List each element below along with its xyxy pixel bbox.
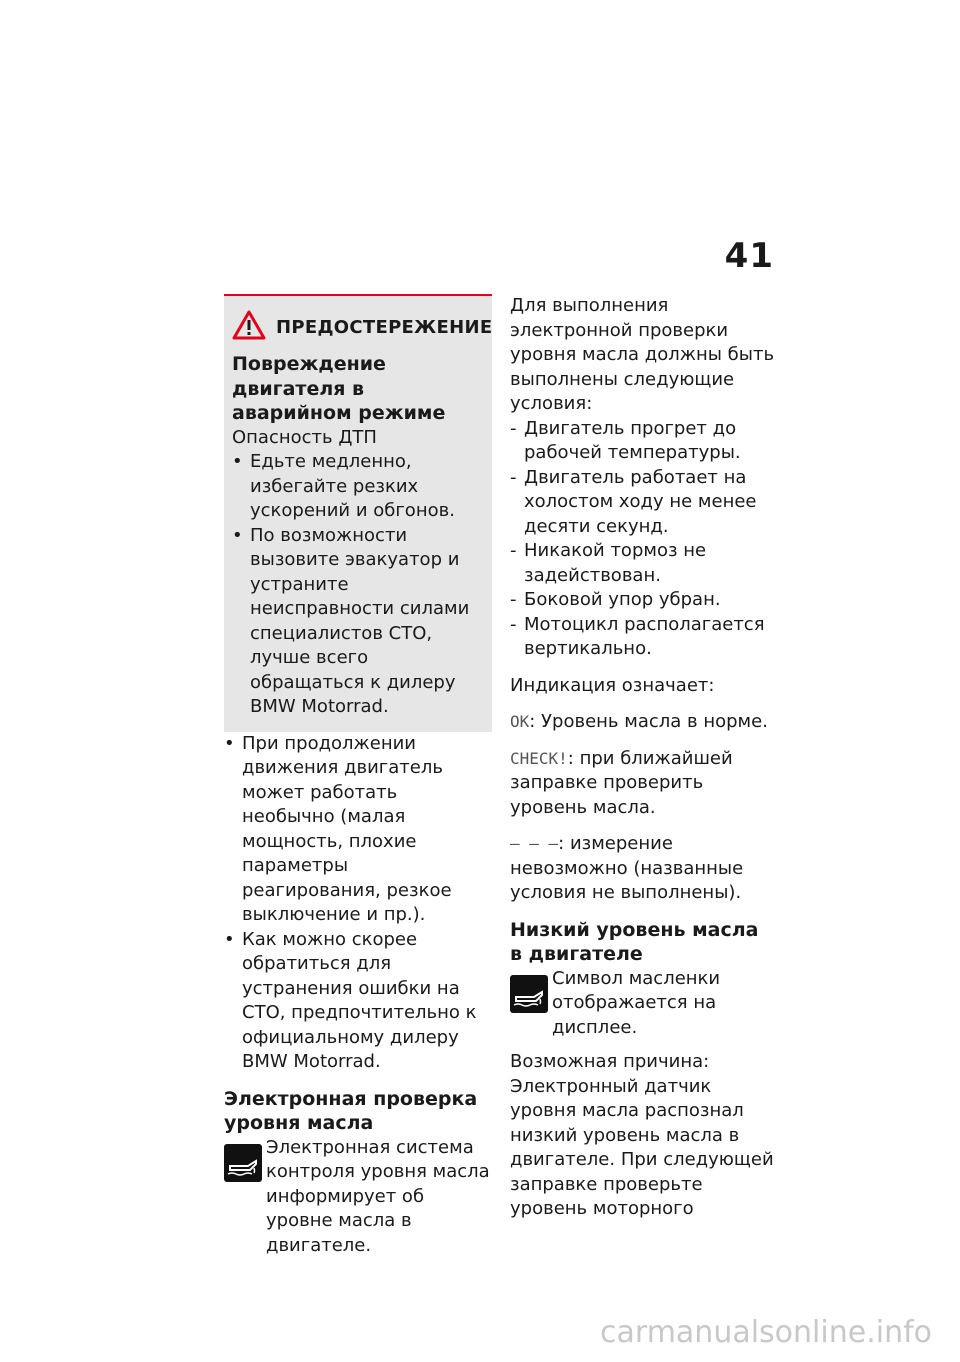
- list-item: • При продолжении движения двигатель может работать необычно (малая мощность, плохие параметры реагирования, резкое выключение и пр.).: [224, 732, 492, 928]
- oil-can-icon: [510, 975, 548, 1013]
- indication-dash: [510, 832, 776, 906]
- condition-item: - Мотоцикл располагается вертикально.: [510, 613, 776, 662]
- low-oil-heading: Низкий уровень масла в двигателе: [510, 918, 759, 965]
- low-oil-text: Символ масленки отображается на дисплее.: [552, 967, 721, 1038]
- dash-code: – – –: [510, 834, 559, 853]
- oil-can-icon: [224, 1144, 262, 1182]
- cause-text: Электронный датчик уровня масла распознал низкий уровень масла в двигателе. При следующей заправке проверьте уровень моторного: [510, 1075, 774, 1219]
- low-oil-block: [510, 967, 776, 1041]
- warning-triangle-icon: [232, 310, 266, 344]
- electronic-check-text: Электронная система контроля уровня масла информирует об уровне масла в двигателе.: [266, 1136, 490, 1256]
- condition-item: - Боковой упор убран.: [510, 588, 776, 613]
- indication-check: [510, 747, 776, 821]
- list-item: • Как можно скорее обратиться для устранения ошибки на СТО, предпочтительно к официальному дилеру BMW Motorrad.: [224, 928, 492, 1075]
- condition-item: - Двигатель прогрет до рабочей температуры.: [510, 417, 776, 466]
- indication-ok: [510, 710, 776, 735]
- conditions-list: [510, 417, 776, 662]
- warning-list: [232, 450, 484, 720]
- watermark: carmanualsonline.info: [600, 1315, 932, 1350]
- ok-text: : Уровень масла в норме.: [529, 711, 768, 732]
- check-text: : при ближайшей заправке проверить уровень масла.: [510, 747, 733, 818]
- ok-code: OK: [510, 712, 530, 731]
- warning-subtitle: Опасность ДТП: [232, 426, 377, 448]
- indication-label: Индикация означает:: [510, 674, 715, 696]
- electronic-check-heading: Электронная проверка уровня масла: [224, 1087, 478, 1134]
- electronic-check-block: [224, 1136, 492, 1259]
- right-column: [510, 294, 776, 1222]
- page-number: 41: [724, 236, 774, 276]
- warning-heading: Повреждение двигателя в аварийном режиме: [232, 353, 446, 424]
- dash-text: : измерение невозможно (названные условия не выполнены).: [510, 833, 744, 903]
- left-column: [224, 294, 492, 1258]
- check-code: CHECK!: [510, 748, 568, 768]
- conditions-intro: Для выполнения электронной проверки уровня масла должны быть выполнены следующие условия:: [510, 295, 775, 414]
- condition-item: - Двигатель работает на холостом ходу не менее десяти секунд.: [510, 466, 776, 540]
- warning-header: [232, 310, 493, 344]
- consequence-list: [224, 732, 492, 1075]
- condition-item: - Никакой тормоз не задействован.: [510, 539, 776, 588]
- cause-label: Возможная причина:: [510, 1051, 710, 1072]
- warning-item: • Едьте медленно, избегайте резких ускорений и обгонов.: [232, 450, 484, 524]
- warning-item: • По возможности вызовите эвакуатор и устраните неисправности силами специалистов СТО, лучше всего обращаться к дилеру BMW Motorrad.: [232, 524, 484, 720]
- warning-box: [224, 294, 492, 732]
- warning-title: ПРЕДОСТЕРЕЖЕНИЕ: [276, 316, 493, 338]
